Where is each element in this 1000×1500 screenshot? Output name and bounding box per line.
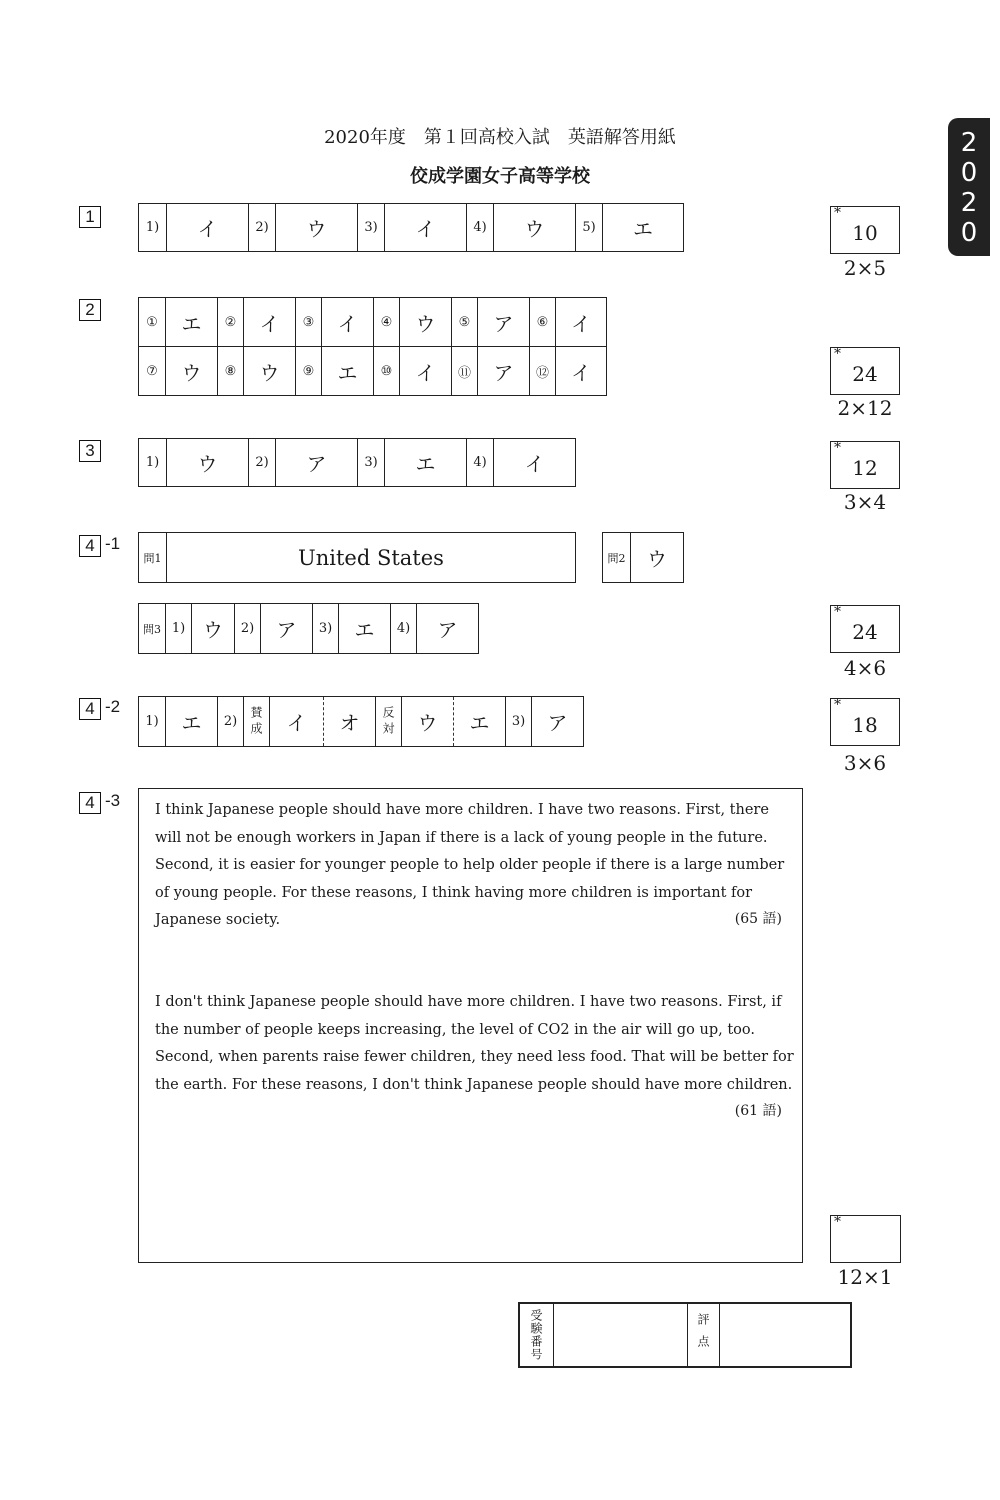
answer-cell[interactable]: ア bbox=[416, 604, 478, 653]
answer-cell[interactable]: エ bbox=[321, 347, 373, 395]
answer-cell[interactable]: United States bbox=[166, 533, 575, 582]
answer-cell[interactable]: オ bbox=[323, 697, 375, 746]
answer-cell[interactable]: イ bbox=[321, 298, 373, 346]
answer-cell[interactable]: ウ bbox=[401, 697, 453, 746]
mon2-answer bbox=[602, 532, 684, 583]
item-label: 2) bbox=[234, 604, 260, 653]
mon-label: 問3 bbox=[143, 622, 161, 636]
answer-cell[interactable]: ウ bbox=[399, 298, 451, 346]
item-label: ③ bbox=[295, 298, 321, 346]
item-label: ⑧ bbox=[217, 347, 243, 395]
item-label: 1) bbox=[145, 714, 159, 729]
year-digit: 0 bbox=[960, 218, 978, 248]
answer-cell[interactable]: ウ bbox=[165, 347, 217, 395]
answer-cell[interactable]: エ bbox=[165, 697, 217, 746]
question-2-answers bbox=[138, 297, 607, 396]
item-label: ⑩ bbox=[373, 347, 399, 395]
answer-cell[interactable]: イ bbox=[555, 347, 606, 395]
item-label: 3) bbox=[357, 439, 384, 486]
item-label: ④ bbox=[373, 298, 399, 346]
star-mark: * bbox=[834, 346, 841, 362]
year-digit: 2 bbox=[960, 128, 978, 158]
score-label: 評点 bbox=[696, 1313, 710, 1357]
item-label: ⑥ bbox=[529, 298, 555, 346]
answer-cell[interactable]: イ bbox=[269, 697, 323, 746]
year-digit: 2 bbox=[960, 188, 978, 218]
answer-cell[interactable]: ア bbox=[477, 298, 529, 346]
school-name: 佼成学園女子高等学校 bbox=[410, 166, 590, 187]
question-suffix: -2 bbox=[105, 697, 121, 716]
score-box-q4-2[interactable] bbox=[830, 698, 900, 746]
star-mark: * bbox=[834, 1214, 841, 1230]
question-3-number: 3 bbox=[79, 440, 101, 462]
answer-row bbox=[138, 347, 607, 396]
answer-cell[interactable]: ア bbox=[477, 347, 529, 395]
answer-cell[interactable]: イ bbox=[166, 204, 248, 251]
score-box-q2[interactable] bbox=[830, 347, 900, 395]
item-label: ⑦ bbox=[146, 363, 158, 379]
answer-cell[interactable]: ウ bbox=[243, 347, 295, 395]
answer-cell[interactable]: エ bbox=[453, 697, 505, 746]
item-label: ⑤ bbox=[451, 298, 477, 346]
score-label-cell bbox=[687, 1304, 719, 1366]
exam-number-field[interactable] bbox=[553, 1304, 687, 1366]
answer-cell[interactable]: エ bbox=[165, 298, 217, 346]
item-label: 1) bbox=[145, 220, 160, 235]
score-value: 24 bbox=[852, 362, 878, 386]
question-4-number: 4 bbox=[79, 535, 101, 557]
answer-cell[interactable]: ウ bbox=[166, 439, 248, 486]
answer-cell[interactable]: エ bbox=[384, 439, 466, 486]
answer-cell[interactable]: イ bbox=[493, 439, 575, 486]
question-3-answers bbox=[138, 438, 576, 487]
mon-label: 問2 bbox=[607, 551, 626, 565]
footer-box bbox=[518, 1302, 852, 1368]
question-2-number: 2 bbox=[79, 299, 101, 321]
answer-cell[interactable]: ア bbox=[275, 439, 357, 486]
score-multiplier: 12×1 bbox=[837, 1265, 893, 1289]
score-value: 18 bbox=[852, 713, 878, 737]
item-label: 2) bbox=[217, 697, 243, 746]
item-label: 4) bbox=[466, 204, 493, 251]
answer-cell[interactable]: ウ bbox=[275, 204, 357, 251]
item-label: 2) bbox=[248, 204, 275, 251]
essay-paragraph-oppose: I don't think Japanese people should have more children. I have two reasons. First, if the number of people keeps increasing, the level of CO2 in the air will go up, too. Second, when parents raise fewer children, they need less food. That will be better for the earth. For these reasons, I don't think Japanese people should have more children. bbox=[155, 994, 794, 1093]
exam-number-label-cell bbox=[520, 1304, 553, 1366]
answer-cell[interactable]: イ bbox=[399, 347, 451, 395]
score-multiplier: 4×6 bbox=[843, 656, 887, 680]
score-value: 10 bbox=[852, 221, 878, 245]
item-label: 1) bbox=[145, 455, 160, 470]
mon1-answer bbox=[138, 532, 576, 583]
answer-cell[interactable]: ウ bbox=[630, 533, 683, 582]
answer-cell[interactable]: イ bbox=[555, 298, 606, 346]
mon-label: 問1 bbox=[143, 551, 162, 565]
answer-cell[interactable]: イ bbox=[384, 204, 466, 251]
word-count: (65 語) bbox=[734, 911, 782, 927]
score-multiplier: 2×5 bbox=[843, 256, 887, 280]
item-label: ⑫ bbox=[529, 347, 555, 395]
item-label: ① bbox=[146, 314, 158, 330]
score-multiplier: 3×6 bbox=[843, 751, 887, 775]
score-box-q4-3[interactable] bbox=[830, 1215, 901, 1263]
word-count: (61 語) bbox=[734, 1103, 782, 1119]
sheet-title: 2020年度 第１回高校入試 英語解答用紙 bbox=[324, 127, 676, 148]
item-label: 1) bbox=[165, 604, 191, 653]
mon3-answers bbox=[138, 603, 479, 654]
oppose-label: 反対 bbox=[375, 697, 401, 746]
score-multiplier: 3×4 bbox=[843, 490, 887, 514]
answer-row bbox=[138, 297, 607, 347]
answer-cell[interactable]: ウ bbox=[493, 204, 575, 251]
item-label: 3) bbox=[505, 697, 531, 746]
essay-answer-box[interactable] bbox=[138, 788, 803, 1263]
question-4-2-answers bbox=[138, 696, 584, 747]
score-box-q3[interactable] bbox=[830, 441, 900, 489]
score-value: 24 bbox=[852, 620, 878, 644]
star-mark: * bbox=[834, 604, 841, 620]
agree-label: 賛成 bbox=[243, 697, 269, 746]
question-suffix: -1 bbox=[105, 534, 121, 553]
score-box-q4-1[interactable] bbox=[830, 605, 900, 653]
answer-cell[interactable]: エ bbox=[602, 204, 683, 251]
answer-cell[interactable]: ア bbox=[531, 697, 583, 746]
score-value: 12 bbox=[852, 456, 878, 480]
item-label: ⑨ bbox=[295, 347, 321, 395]
question-1-number: 1 bbox=[79, 206, 101, 228]
answer-cell[interactable]: ウ bbox=[191, 604, 234, 653]
question-1-answers bbox=[138, 203, 684, 252]
score-box-q1[interactable] bbox=[830, 206, 900, 254]
exam-number-label: 受験番号 bbox=[529, 1309, 543, 1361]
item-label: ⑪ bbox=[451, 347, 477, 395]
answer-cell[interactable]: イ bbox=[243, 298, 295, 346]
question-4-number: 4 bbox=[79, 698, 101, 720]
year-tab bbox=[948, 118, 990, 256]
item-label: 4) bbox=[466, 439, 493, 486]
item-label: 3) bbox=[312, 604, 338, 653]
year-digit: 0 bbox=[960, 158, 978, 188]
item-label: 4) bbox=[390, 604, 416, 653]
total-score-field[interactable] bbox=[719, 1304, 850, 1366]
answer-cell[interactable]: エ bbox=[338, 604, 390, 653]
item-label: 5) bbox=[575, 204, 602, 251]
score-multiplier: 2×12 bbox=[837, 396, 893, 420]
essay-paragraph-agree: I think Japanese people should have more children. I have two reasons. First, there will not be enough workers in Japan if there is a lack of young people in the future. Second, it is easier for younger people to help older people if there is a large number of young people. For these reasons, I think having more children is important for Japanese society. bbox=[155, 802, 785, 928]
item-label: 3) bbox=[357, 204, 384, 251]
question-4-number: 4 bbox=[79, 792, 101, 814]
item-label: 2) bbox=[248, 439, 275, 486]
item-label: ② bbox=[217, 298, 243, 346]
star-mark: * bbox=[834, 205, 841, 221]
answer-cell[interactable]: ア bbox=[260, 604, 312, 653]
star-mark: * bbox=[834, 440, 841, 456]
star-mark: * bbox=[834, 697, 841, 713]
question-suffix: -3 bbox=[105, 791, 121, 810]
